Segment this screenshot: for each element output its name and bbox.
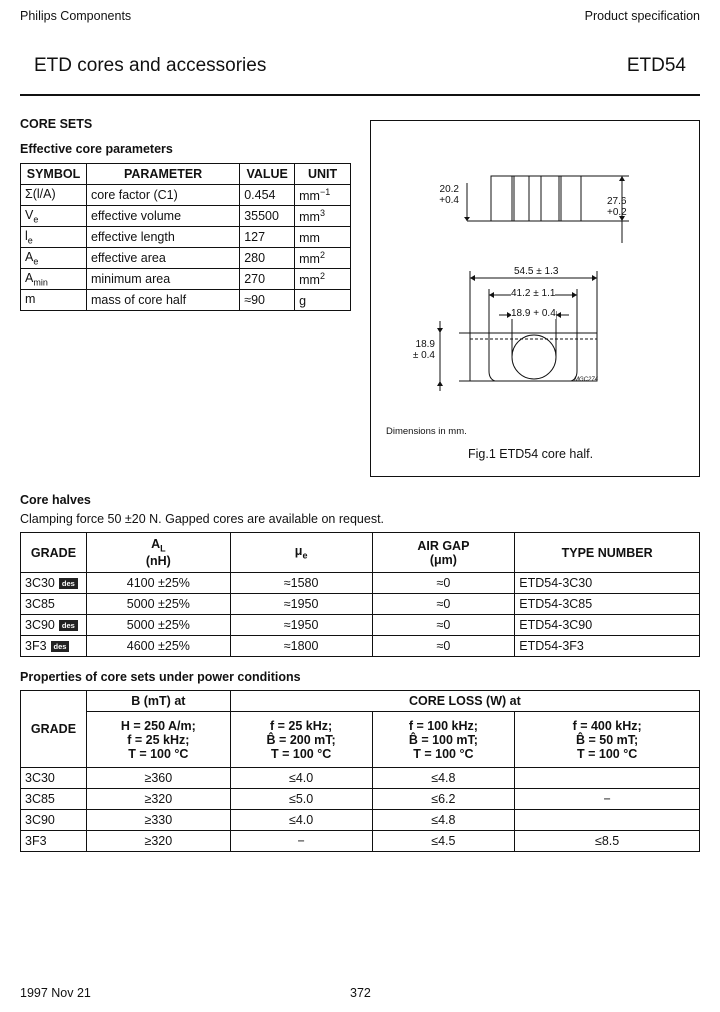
- table-row: [21, 810, 700, 831]
- grade-label: 3F3: [25, 639, 47, 653]
- unit-sup: 2: [319, 270, 325, 281]
- col-value: VALUE: [240, 164, 295, 185]
- unit-main: mm: [299, 231, 320, 246]
- symbol-main: m: [25, 291, 36, 306]
- header-rule: [20, 94, 700, 96]
- footer-page: 372: [350, 986, 371, 1000]
- loss3-conditions: f = 400 kHz; B̂ = 50 mT; T = 100 °C: [515, 712, 700, 768]
- al-cell: 5000 ±25%: [86, 594, 230, 615]
- dim-depth-tol: ± 0.4: [412, 350, 435, 361]
- symbol-sub: e: [27, 235, 33, 246]
- b-conditions: H = 250 A/m; f = 25 kHz; T = 100 °C: [86, 712, 230, 768]
- symbol-cell: [21, 248, 87, 269]
- b-cell: ≥330: [86, 810, 230, 831]
- b-cell: ≥320: [86, 789, 230, 810]
- grade-cell: 3C90: [21, 810, 87, 831]
- symbol-sub: min: [33, 277, 48, 288]
- table-row: [21, 269, 351, 290]
- symbol-cell: [21, 185, 87, 206]
- col-symbol: SYMBOL: [21, 164, 87, 185]
- symbol-main: A: [25, 249, 34, 264]
- parameter-cell: minimum area: [86, 269, 239, 290]
- dim-depth: 18.9: [415, 339, 435, 350]
- symbol-cell: [21, 227, 87, 248]
- grade-cell: [21, 573, 87, 594]
- grade-cell: [21, 615, 87, 636]
- symbol-cell: [21, 206, 87, 227]
- table-row: [21, 636, 700, 657]
- grade-label: 3C30: [25, 576, 55, 590]
- col-core-loss: CORE LOSS (W) at: [230, 691, 699, 712]
- col-al: [86, 533, 230, 573]
- table-row: [21, 768, 700, 789]
- unit-main: mm: [299, 189, 320, 204]
- figure-note: Dimensions in mm.: [386, 426, 467, 437]
- mu-cell: ≈1580: [230, 573, 372, 594]
- col-grade: GRADE: [21, 533, 87, 573]
- loss3-cell: [515, 810, 700, 831]
- unit-sup: −1: [319, 186, 331, 197]
- symbol-main: l: [25, 228, 28, 243]
- loss2-conditions: f = 100 kHz; B̂ = 100 mT; T = 100 °C: [372, 712, 515, 768]
- dim-center: 18.9 + 0.4: [511, 308, 556, 319]
- table-header-row: [21, 164, 351, 185]
- loss2-cell: ≤4.5: [372, 831, 515, 852]
- al-unit: (nH): [145, 553, 171, 568]
- power-heading: Properties of core sets under power conditions: [20, 670, 301, 684]
- symbol-sub: e: [33, 214, 39, 225]
- des-badge: des: [51, 641, 70, 652]
- b-cell: ≥320: [86, 831, 230, 852]
- loss1-cell: −: [230, 831, 372, 852]
- value-cell: ≈90: [240, 290, 295, 311]
- type-cell: ETD54-3C85: [515, 594, 700, 615]
- unit-cell: [295, 248, 351, 269]
- grade-label: 3C90: [25, 618, 55, 632]
- symbol-sub: e: [33, 256, 39, 267]
- al-cell: 5000 ±25%: [86, 615, 230, 636]
- figure-caption: Fig.1 ETD54 core half.: [468, 447, 594, 461]
- table-row: [21, 615, 700, 636]
- unit-sup: 3: [319, 207, 325, 218]
- value-cell: 270: [240, 269, 295, 290]
- table-row: [21, 290, 351, 311]
- symbol-main: A: [25, 270, 34, 285]
- grade-cell: 3C85: [21, 789, 87, 810]
- table-row: [21, 248, 351, 269]
- value-cell: 280: [240, 248, 295, 269]
- grade-label: 3C85: [25, 597, 55, 611]
- b-cell: ≥360: [86, 768, 230, 789]
- mu-cell: ≈1950: [230, 615, 372, 636]
- type-cell: ETD54-3C30: [515, 573, 700, 594]
- gap-cell: ≈0: [372, 594, 515, 615]
- core-halves-note: Clamping force 50 ±20 N. Gapped cores are available on request.: [20, 512, 385, 526]
- core-params-subheading: Effective core parameters: [20, 142, 173, 156]
- unit-main: mm: [299, 210, 320, 225]
- loss3-cell: ≤8.5: [515, 831, 700, 852]
- type-cell: ETD54-3F3: [515, 636, 700, 657]
- symbol-main: V: [25, 207, 34, 222]
- loss2-cell: ≤4.8: [372, 768, 515, 789]
- dim-width-inner: 41.2 ± 1.1: [511, 288, 556, 299]
- unit-sup: 2: [319, 249, 325, 260]
- footer-date: 1997 Nov 21: [20, 986, 91, 1000]
- value-cell: 35500: [240, 206, 295, 227]
- unit-main: mm: [299, 252, 320, 267]
- parameter-cell: mass of core half: [86, 290, 239, 311]
- page-title: ETD cores and accessories: [34, 55, 267, 76]
- grade-cell: [21, 636, 87, 657]
- des-badge: des: [59, 578, 78, 589]
- unit-cell: [295, 206, 351, 227]
- figure-box: [370, 120, 700, 477]
- grade-cell: [21, 594, 87, 615]
- symbol-cell: [21, 290, 87, 311]
- loss1-cell: ≤5.0: [230, 789, 372, 810]
- col-b: B (mT) at: [86, 691, 230, 712]
- header-doc-type: Product specification: [584, 9, 700, 23]
- gap-cell: ≈0: [372, 636, 515, 657]
- loss2-cell: ≤4.8: [372, 810, 515, 831]
- air-gap-label: AIR GAP: [417, 538, 470, 553]
- mu-cell: ≈1800: [230, 636, 372, 657]
- parameter-cell: effective area: [86, 248, 239, 269]
- loss1-cell: ≤4.0: [230, 768, 372, 789]
- unit-main: mm: [299, 273, 320, 288]
- air-gap-unit: (μm): [429, 552, 457, 567]
- dim-height-a-tol: +0.4: [439, 195, 459, 206]
- table-row: [21, 789, 700, 810]
- table-row: [21, 831, 700, 852]
- figure-code: MGC274: [574, 377, 599, 383]
- product-code: ETD54: [626, 55, 686, 76]
- value-cell: 127: [240, 227, 295, 248]
- al-cell: 4600 ±25%: [86, 636, 230, 657]
- mu-symbol: μ: [294, 544, 303, 559]
- loss3-cell: −: [515, 789, 700, 810]
- col-type-number: TYPE NUMBER: [515, 533, 700, 573]
- symbol-main: Σ(l/A): [25, 186, 56, 201]
- loss1-cell: ≤4.0: [230, 810, 372, 831]
- col-air-gap: [372, 533, 515, 573]
- core-halves-table: [20, 532, 700, 657]
- table-row: [21, 594, 700, 615]
- table-row: [21, 206, 351, 227]
- al-sub: L: [160, 543, 166, 554]
- col-grade: GRADE: [21, 691, 87, 768]
- unit-main: g: [299, 294, 307, 309]
- core-params-table: [20, 163, 351, 311]
- table-header-row: [21, 533, 700, 573]
- symbol-cell: [21, 269, 87, 290]
- table-row: [21, 185, 351, 206]
- loss2-cell: ≤6.2: [372, 789, 515, 810]
- unit-cell: [295, 185, 351, 206]
- gap-cell: ≈0: [372, 615, 515, 636]
- grade-cell: 3F3: [21, 831, 87, 852]
- core-halves-heading: Core halves: [20, 493, 91, 507]
- al-symbol: A: [151, 537, 161, 552]
- table-row: [21, 573, 700, 594]
- des-badge: des: [59, 620, 78, 631]
- header-company: Philips Components: [20, 9, 132, 23]
- conditions-row: [21, 712, 700, 768]
- unit-cell: [295, 227, 351, 248]
- grade-cell: 3C30: [21, 768, 87, 789]
- value-cell: 0.454: [240, 185, 295, 206]
- dim-height-a: 20.2: [439, 184, 459, 195]
- table-header-row: [21, 691, 700, 712]
- power-table: [20, 690, 700, 852]
- col-unit: UNIT: [295, 164, 351, 185]
- loss3-cell: [515, 768, 700, 789]
- gap-cell: ≈0: [372, 573, 515, 594]
- col-mu: [230, 533, 372, 573]
- dim-height-b: 27.6: [607, 196, 627, 207]
- dim-height-b-tol: +0.2: [607, 207, 627, 218]
- parameter-cell: core factor (C1): [86, 185, 239, 206]
- al-cell: 4100 ±25%: [86, 573, 230, 594]
- dim-width-outer: 54.5 ± 1.3: [514, 266, 559, 277]
- parameter-cell: effective length: [86, 227, 239, 248]
- mu-cell: ≈1950: [230, 594, 372, 615]
- type-cell: ETD54-3C90: [515, 615, 700, 636]
- core-sets-heading: CORE SETS: [20, 117, 93, 131]
- unit-cell: [295, 269, 351, 290]
- col-parameter: PARAMETER: [86, 164, 239, 185]
- table-row: [21, 227, 351, 248]
- mu-sub: e: [302, 550, 308, 561]
- loss1-conditions: f = 25 kHz; B̂ = 200 mT; T = 100 °C: [230, 712, 372, 768]
- unit-cell: [295, 290, 351, 311]
- parameter-cell: effective volume: [86, 206, 239, 227]
